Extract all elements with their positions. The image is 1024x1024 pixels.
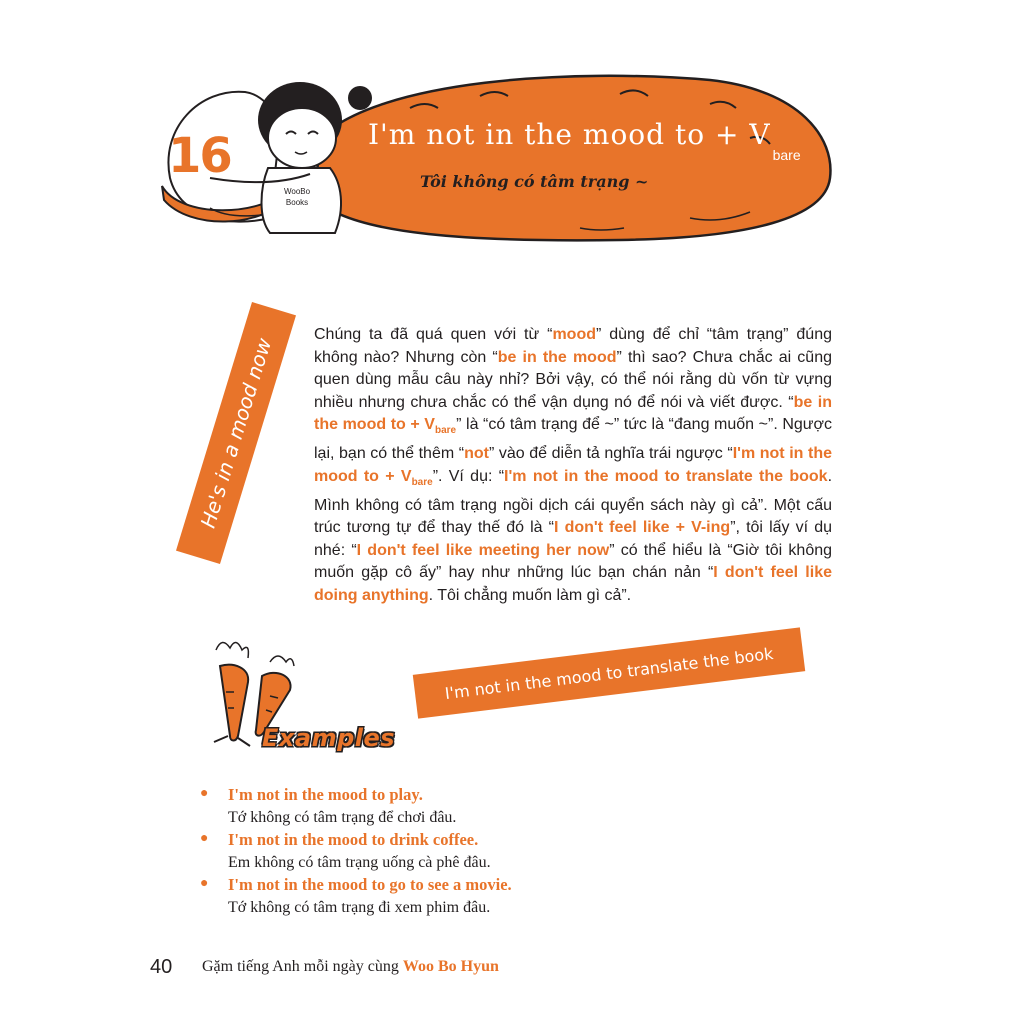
body-text-7: ” là “có tâm trạng để ~” tức là “đang muốn ~”. Ngược lại, bạn có thể thêm “ [314, 416, 832, 463]
body-highlight-not: not [464, 445, 489, 463]
lesson-title-main: I'm not in the mood to + V [368, 118, 771, 151]
header-illustration [150, 68, 840, 248]
lesson-title [368, 118, 801, 163]
body-text-4: ” thì sao? Chưa chắc ai cũng quen dùng mẫu câu này nhỉ? Bởi vậy, có thể nói rằng dù vốn từ vựng nhiều nhưng chưa chắc có thể vận dụng nó để nói và viết được. “ [314, 348, 832, 411]
example-english: I'm not in the mood to go to see a movie. [228, 875, 512, 894]
body-highlight-negative-pattern: I'm not in the mood to + V [314, 445, 832, 485]
example-banner-text: I'm not in the mood to translate the book [443, 643, 775, 703]
body-highlight-example-3: I don't feel like doing anything [314, 564, 832, 604]
bullet-icon: ● [200, 831, 209, 846]
side-banner-text: He's in a mood now [195, 335, 277, 531]
bullet-icon: ● [200, 786, 209, 801]
body-highlight-feel-like: I don't feel like + V-ing [554, 519, 731, 537]
footer-author: Woo Bo Hyun [402, 958, 499, 975]
body-text-2: ” dùng để chỉ “tâm trạng” đúng không nào? Nhưng còn “ [314, 326, 832, 366]
body-text-12: ”. Ví dụ: “ [432, 467, 505, 485]
footer-running-title [202, 958, 499, 976]
page-number: 40 [150, 956, 173, 978]
example-vietnamese: Tớ không có tâm trạng để chơi đâu. [228, 808, 457, 826]
example-vietnamese: Tớ không có tâm trạng đi xem phim đâu. [228, 898, 491, 916]
side-banner [176, 302, 296, 564]
example-english: I'm not in the mood to play. [228, 785, 423, 804]
book-tag-line2: Books [285, 198, 309, 207]
body-paragraph [314, 324, 832, 608]
body-text-0: Chúng ta đã quá quen với từ “ [314, 326, 553, 343]
body-highlight-example-2: I don't feel like meeting her now [356, 541, 610, 559]
body-subscript-bare-2: bare [411, 476, 433, 488]
body-text-14: . Mình không có tâm trạng ngồi dịch cái quyển sách này gì cả”. Một cấu trúc tương tự để thay thế đó là “ [314, 467, 833, 537]
list-item [200, 829, 800, 874]
body-highlight-be-in-the-mood: be in the mood [497, 348, 617, 366]
lesson-title-subscript: bare [772, 147, 801, 163]
examples-title: Examples [262, 724, 396, 752]
example-banner [413, 627, 805, 718]
body-text-20: . Tôi chẳng muốn làm gì cả”. [428, 586, 632, 604]
book-tag [284, 186, 310, 208]
body-highlight-example-1: I'm not in the mood to translate the book [504, 467, 828, 485]
body-highlight-mood: mood [552, 326, 596, 343]
bullet-icon: ● [200, 876, 209, 891]
body-text-16: ”, tôi lấy ví dụ nhé: “ [314, 519, 832, 559]
list-item [200, 874, 800, 919]
body-highlight-pattern: be in the mood to + V [314, 393, 832, 434]
example-vietnamese: Em không có tâm trạng uống cà phê đâu. [228, 853, 491, 871]
list-item [200, 784, 800, 829]
example-english: I'm not in the mood to drink coffee. [228, 830, 479, 849]
body-text-18: ” có thể hiểu là “Giờ tôi không muốn gặp cô ấy” hay như những lúc bạn chán nản “ [314, 541, 833, 582]
lesson-subtitle: Tôi không có tâm trạng ~ [420, 172, 649, 191]
body-subscript-bare-1: bare [434, 425, 457, 437]
baguette-icon [315, 76, 830, 241]
footer-book-title: Gặm tiếng Anh mỗi ngày cùng [202, 958, 399, 975]
body-text-9: ” vào để diễn tả nghĩa trái ngược “ [488, 445, 733, 463]
book-tag-line1: WooBo [284, 187, 311, 196]
example-list [200, 784, 800, 919]
lesson-number: 16 [168, 128, 231, 184]
